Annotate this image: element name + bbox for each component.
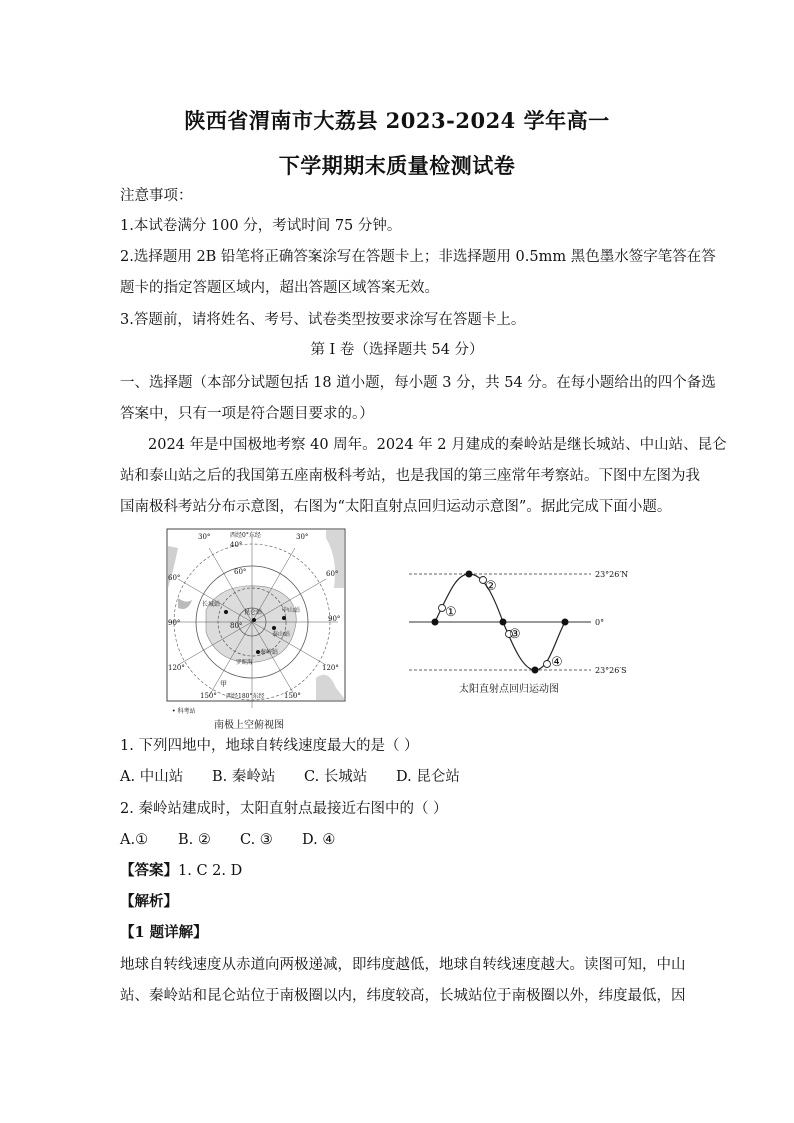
antarctic-map-figure bbox=[166, 528, 346, 733]
q1-option-c[interactable]: C. 长城站 bbox=[304, 769, 368, 785]
question-2-options bbox=[120, 830, 680, 850]
title-line-1: 陕西省渭南市大荔县 2023-2024 学年高一 bbox=[184, 108, 610, 133]
station-label: 秦岭站 bbox=[260, 649, 279, 656]
passage-line-1: 2024 年是中国极地考察 40 周年。2024 年 2 月建成的秦岭站是继长城站、中山站、昆仑 bbox=[148, 437, 727, 453]
lon-label: 120° bbox=[168, 664, 185, 672]
sea-label: 罗斯海 bbox=[236, 660, 253, 666]
lat-label: 60° bbox=[234, 568, 247, 576]
detail-label: 【1 题详解】 bbox=[120, 924, 208, 941]
passage-line-2: 站和泰山站之后的我国第五座南极科考站，也是我国的第三座常年考察站。下图中左图为我 bbox=[120, 468, 700, 484]
analysis-label: 【解析】 bbox=[120, 893, 178, 910]
lon-label: 120° bbox=[322, 664, 339, 672]
q2-option-b[interactable]: B. ② bbox=[178, 832, 211, 848]
marker-1: ① bbox=[445, 605, 457, 620]
q2-option-d[interactable]: D. ④ bbox=[302, 832, 336, 848]
notice-heading: 注意事项： bbox=[120, 188, 193, 204]
lon-label: 30° bbox=[296, 533, 309, 541]
lat-0-label: 0° bbox=[595, 618, 605, 627]
lat-label: 80° bbox=[230, 622, 243, 630]
notice-item-2: 2.选择题用 2B 铅笔将正确答案涂写在答题卡上；非选择题用 0.5mm 黑色墨水签字笔答在答 bbox=[120, 249, 716, 265]
lon-label: 60° bbox=[168, 574, 181, 582]
lon-bottom-label: 西经180°东经 bbox=[226, 693, 265, 700]
part-intro-2: 答案中，只有一项是符合题目要求的。） bbox=[120, 406, 374, 422]
question-2: 2. 秦岭站建成时，太阳直射点最接近右图中的（ ） bbox=[120, 801, 448, 817]
passage-line-3: 国南极科考站分布示意图，右图为“太阳直射点回归运动示意图”。据此完成下面小题。 bbox=[120, 499, 672, 515]
antarctic-map bbox=[166, 528, 346, 733]
question-1-options bbox=[120, 767, 680, 787]
lon-label: 150° bbox=[284, 692, 301, 700]
map-caption: 南极上空俯视图 bbox=[214, 720, 284, 731]
q1-option-b[interactable]: B. 秦岭站 bbox=[212, 769, 276, 785]
title-line-2: 下学期期末质量检测试卷 bbox=[278, 153, 516, 178]
explanation-line-2: 站、秦岭站和昆仑站位于南极圈以内，纬度较高，长城站位于南极圈以外，纬度最低，因 bbox=[120, 988, 686, 1004]
map-legend: • 科考站 bbox=[172, 708, 196, 715]
answer-line bbox=[120, 861, 680, 881]
sun-migration-figure bbox=[405, 560, 640, 700]
q1-option-d[interactable]: D. 昆仑站 bbox=[396, 769, 460, 785]
lon-label: 90° bbox=[328, 615, 341, 623]
station-label: 长城站 bbox=[202, 601, 221, 608]
notice-item-3: 3.答题前，请将姓名、考号、试卷类型按要求涂写在答题卡上。 bbox=[120, 312, 526, 328]
answer-label: 【答案】 bbox=[120, 862, 178, 879]
marker-2: ② bbox=[485, 579, 497, 594]
lon-label: 60° bbox=[326, 570, 339, 578]
lon-label: 90° bbox=[168, 619, 181, 627]
answer-text: 1. C 2. D bbox=[178, 863, 243, 879]
lon-label: 150° bbox=[200, 692, 217, 700]
q2-option-a[interactable]: A.① bbox=[120, 832, 149, 848]
explanation-line-1: 地球自转线速度从赤道向两极递减，即纬度越低，地球自转线速度越大。读图可知，中山 bbox=[120, 957, 686, 973]
marker-4: ④ bbox=[551, 655, 563, 670]
lon-top-label: 西经0°东经 bbox=[230, 532, 261, 539]
lat-s-label: 23°26′S bbox=[595, 666, 627, 675]
lat-label: 40° bbox=[230, 541, 243, 549]
jia-label: 甲 bbox=[220, 680, 227, 688]
section-title: 第 I 卷（选择题共 54 分） bbox=[310, 342, 484, 358]
sun-chart-caption: 太阳直射点回归运动图 bbox=[459, 684, 559, 695]
lat-n-label: 23°26′N bbox=[595, 570, 629, 579]
notice-item-1: 1.本试卷满分 100 分，考试时间 75 分钟。 bbox=[120, 218, 402, 234]
question-1: 1. 下列四地中，地球自转线速度最大的是（ ） bbox=[120, 738, 419, 754]
notice-item-2-cont: 题卡的指定答题区域内，超出答题区域答案无效。 bbox=[120, 280, 439, 296]
station-label: 昆仑站 bbox=[244, 609, 263, 616]
marker-3: ③ bbox=[509, 627, 521, 642]
q1-option-a[interactable]: A. 中山站 bbox=[120, 769, 184, 785]
station-label: 中山站 bbox=[282, 607, 301, 614]
sun-migration-diagram bbox=[405, 560, 640, 700]
lon-label: 30° bbox=[198, 533, 211, 541]
q2-option-c[interactable]: C. ③ bbox=[240, 832, 273, 848]
station-label: 泰山站 bbox=[272, 631, 291, 638]
part-intro-1: 一、选择题（本部分试题包括 18 道小题，每小题 3 分，共 54 分。在每小题给出的四个备选 bbox=[120, 375, 716, 391]
